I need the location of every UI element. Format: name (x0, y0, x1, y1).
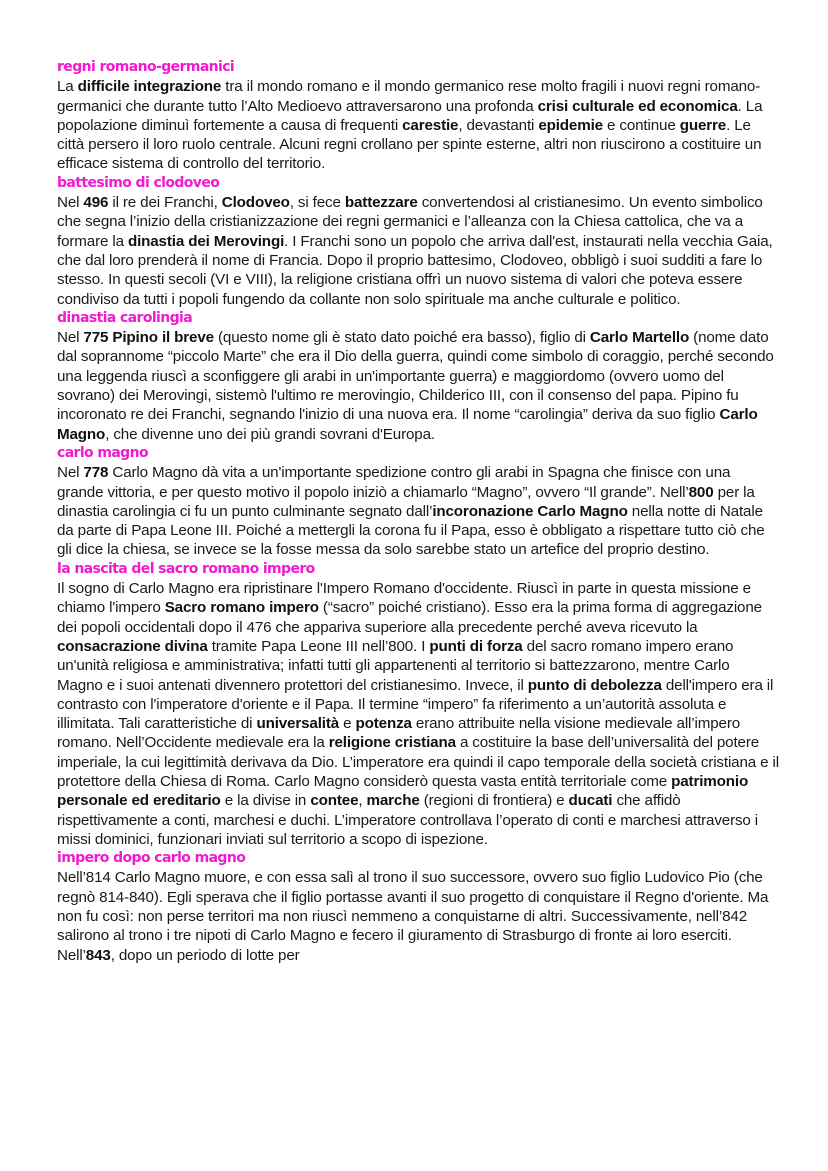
section-heading: regni romano-germanici (57, 59, 235, 75)
bold-text: universalità (256, 715, 340, 733)
text: (questo nome gli è stato dato poiché era basso), figlio di (213, 329, 590, 347)
bold-text: 775 Pipino il breve (83, 329, 214, 347)
text: Carlo Magno dà vita a un'importante spedizione contro gli arabi in Spagna che finisce con una grande vittoria, e per questo motivo il popolo iniziò a chiamarlo “Magno”, ovvero “Il grande”. Nell’ (57, 464, 731, 501)
bold-text: potenza (355, 715, 412, 733)
bold-text: 496 (83, 194, 109, 212)
bold-text: dinastia dei Merovingi (127, 232, 285, 250)
bold-text: guerre (679, 116, 727, 134)
bold-text: epidemie (538, 116, 603, 134)
bold-text: patrimonio personale ed ereditario (57, 772, 749, 810)
text: nella notte di Natale da parte di Papa Leone III. Poiché a mettergli la corona fu il Papa, esso è obbligato a rispettare tutto ciò che gli dice la chiesa, se invece se la fosse messa da solo sarebbe stato un artefice del proprio destino. (57, 502, 765, 559)
bold-text: battezzare (344, 194, 418, 212)
bold-text: punti di forza (429, 637, 523, 655)
text: e la divise in (220, 792, 311, 810)
section-heading: dinastia carolingia (57, 309, 193, 326)
bold-text: carestie (402, 116, 459, 134)
section-paragraph (57, 579, 779, 849)
section-heading: battesimo di clodoveo (57, 174, 220, 191)
bold-text: consacrazione divina (57, 637, 208, 655)
text: Nel (57, 464, 84, 482)
bold-text: 778 (83, 464, 109, 482)
bold-text: Carlo Magno (57, 406, 758, 443)
text: . La popolazione diminuì fortemente a causa di frequenti (57, 97, 763, 134)
section-heading: la nascita del sacro romano impero (57, 560, 315, 577)
text: per la dinastia carolingia ci fu un punto culminante segnato dall’ (57, 483, 755, 520)
text: a costituire la base dell’universalità del potere imperiale, la cui legittimità derivava da Dio. L’imperatore era quindi il capo temporale della società cristiana e il protettore della Chiesa di Roma. Carlo Magno considerò questa vasta entità territoriale come (57, 734, 779, 790)
bold-text: 843 (85, 946, 111, 964)
bold-text: incoronazione Carlo Magno (432, 502, 628, 520)
bold-text: contee (310, 792, 359, 810)
text: e continue (602, 116, 680, 134)
text: del sacro romano impero erano un'unità religiosa e amministrativa; infatti tutti gli appartenenti al territorio si battezzarono, mentre Carlo Magno e i suoi antenati divennero protettori del cristianesimo. Invece, il (57, 637, 734, 694)
bold-text: Sacro romano impero (164, 599, 319, 617)
text: . Le città persero il loro ruolo centrale. Alcuni regni crollano per spinte esterne, altri non riuscirono a costituire un efficace sistema di controllo del territorio. (57, 116, 762, 173)
text: che affidò rispettivamente a conti, marchesi e duchi. L’imperatore controllava l’operato di conti e marchesi attraverso i missi dominici, funzionari inviati sul territorio a scopo di ispezione. (57, 792, 759, 848)
section-paragraph (57, 193, 779, 309)
text: (“sacro” poiché cristiano). Esso era la prima forma di aggregazione dei popoli occidentali dopo il 476 che appariva superiore alla precedente perché aveva ricevuto la (57, 599, 762, 636)
text: tramite Papa Leone III nell’800. I (207, 637, 430, 655)
text: . I Franchi sono un popolo che arriva dall'est, instaurati nella vecchia Gaia, che dal loro prenderà il nome di Francia. Dopo il proprio battesimo, Clodoveo, obbligò i suoi sudditi a fare lo stesso. In questi secoli (VI e VIII), la religione cristiana offrì un nuovo sistema di valori che poteva essere condiviso da tutti i popoli fungendo da collante non solo spirituale ma anche culturale e politico. (57, 232, 773, 308)
section-paragraph (57, 328, 779, 444)
section-heading: impero dopo carlo magno (57, 850, 246, 867)
text: Nell’814 Carlo Magno muore, e con essa salì al trono il suo successore, ovvero suo figlio Ludovico Pio (che regnò 814-840). Egli sperava che il figlio portasse avanti il suo progetto di conquistare il Regno d'oriente. Ma non fu così: non perse territori ma non riuscì nemmeno a conquistarne di altri. Successivamente, nell’842 salirono al trono i tre nipoti di Carlo Magno e fecero il giuramento di Strasburgo di fronte ai loro eserciti. Nell’ (57, 869, 769, 964)
text: , (358, 792, 367, 810)
text: dell'impero era il contrasto con l'imperatore d'oriente e il Papa. Il termine “impero” fa riferimento a un’autorità assoluta e illimitata. Tali caratteristiche di (57, 676, 774, 733)
text: e (339, 715, 356, 733)
text: Nel (57, 329, 84, 347)
bold-text: ducati (568, 792, 613, 810)
bold-text: Carlo Martello (589, 329, 690, 347)
text: (regioni di frontiera) e (419, 792, 569, 810)
section-paragraph (57, 868, 779, 964)
bold-text: crisi culturale ed economica (537, 97, 738, 115)
text: il re dei Franchi, (108, 194, 222, 212)
bold-text: Clodoveo (221, 194, 290, 212)
bold-text: punto di debolezza (527, 676, 662, 694)
text: convertendosi al cristianesimo. Un evento simbolico che segna l’inizio della cristianizzazione dei regni germanici e l’alleanza con la Chiesa cattolica, che va a formare la (57, 194, 763, 250)
text: erano attribuite nella visione medievale all’impero romano. Nell’Occidente medievale era la (57, 715, 741, 752)
text: , si fece (289, 194, 345, 212)
text: , che divenne uno dei più grandi sovrani d'Europa. (105, 425, 435, 443)
text: (nome dato dal soprannome “piccolo Marte” che era il Dio della guerra, quindi come simbolo di coraggio, perché secondo una leggenda riuscì a sconfiggere gli arabi in un'importante guerra) e maggiordomo (ovvero uomo del sovrano) dei Merovingi, sistemò l'ultimo re merovingio, Childerico III, con il consenso del papa. Pipino fu incoronato re dei Franchi, segnando l'inizio di una nuova era. Il nome “carolingia” deriva da suo figlio (57, 329, 774, 424)
text: tra il mondo romano e il mondo germanico rese molto fragili i nuovi regni romano-germanici che durante tutto l’Alto Medioevo attraversarono una profonda (57, 78, 761, 115)
bold-text: marche (366, 792, 420, 810)
section-heading: carlo magno (57, 444, 148, 461)
text: Il sogno di Carlo Magno era ripristinare l'Impero Romano d'occidente. Riuscì in parte in questa missione e chiamo l'impero (57, 580, 751, 617)
section-paragraph (57, 463, 779, 559)
text: La (57, 78, 78, 96)
bold-text: difficile integrazione (77, 78, 222, 96)
bold-text: 800 (688, 483, 714, 501)
document-page (57, 58, 779, 965)
section-paragraph (57, 77, 779, 173)
text: , devastanti (458, 116, 539, 134)
text: Nel (57, 194, 84, 212)
bold-text: religione cristiana (328, 734, 456, 752)
text: , dopo un periodo di lotte per (110, 946, 300, 964)
